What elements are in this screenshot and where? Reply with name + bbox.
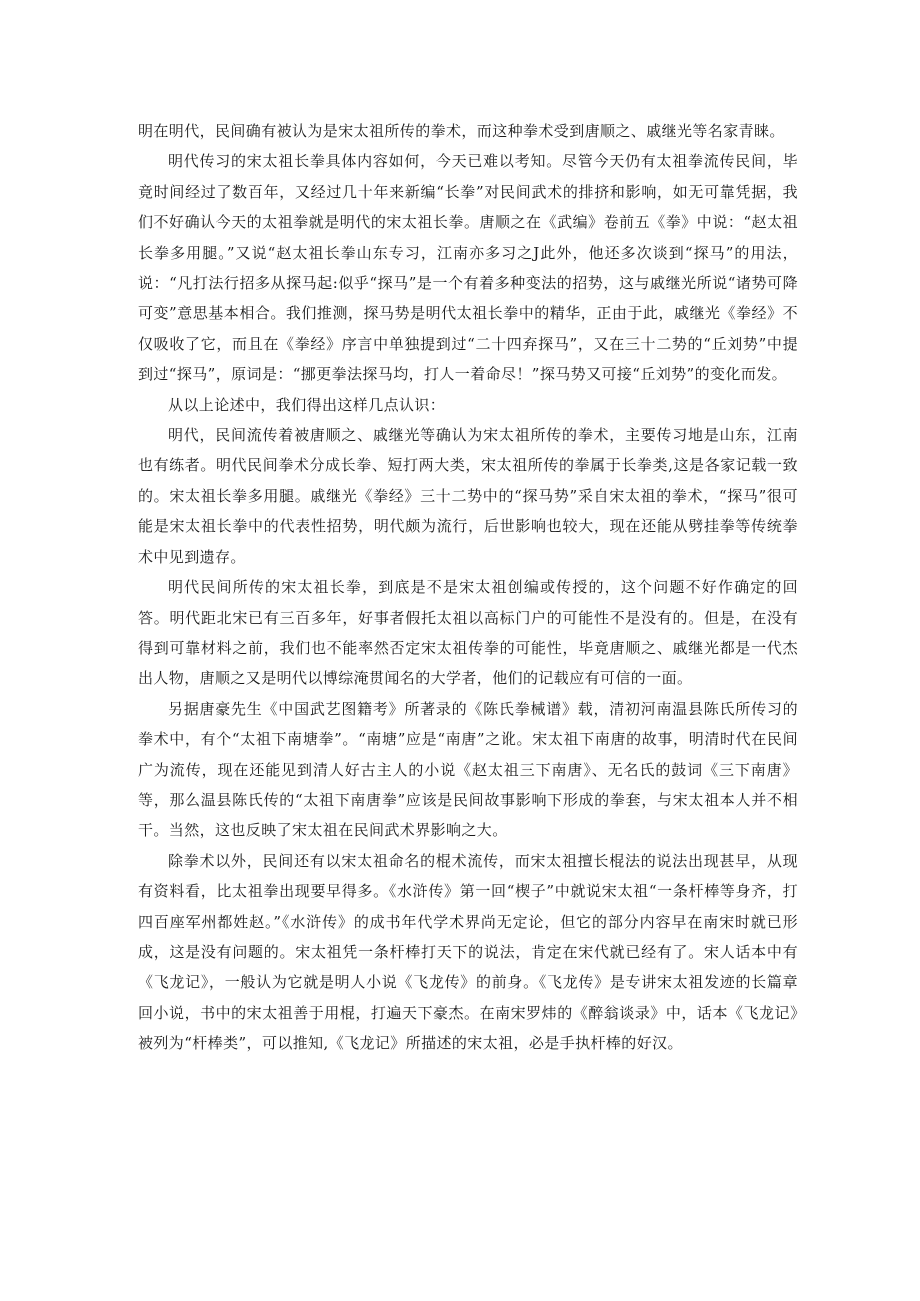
paragraph-5: 明代民间所传的宋太祖长拳，到底是不是宋太祖创编或传授的，这个问题不好作确定的回答。明代距北宋已有三百多年，好事者假托太祖以高标门户的可能性不是没有的。但是，在没有得到可靠材料之前，我们也不能率然否定宋太祖传拳的可能性，毕竟唐顺之、戚继光都是一代杰出人物，唐顺之又是明代以博综淹贯闻名的大学者，他们的记载应有可信的一面。 bbox=[138, 578, 798, 688]
paragraph-6: 另据唐豪先生《中国武艺图籍考》所著录的《陈氏拳械谱》载，清初河南温县陈氏所传习的拳术中，有个“太祖下南塘拳”。“南塘”应是“南唐”之讹。宋太祖下南唐的故事，明清时代在民间广为流传，现在还能见到清人好古主人的小说《赵太祖三下南唐》、无名氏的鼓词《三下南唐》等，那么温县陈氏传的“太祖下南唐拳”应该是民间故事影响下形成的拳套，与宋太祖本人并不相干。当然，这也反映了宋太祖在民间武术界影响之大。 bbox=[138, 699, 798, 840]
paragraph-4: 明代，民间流传着被唐顺之、戚继光等确认为宋太祖所传的拳术，主要传习地是山东，江南也有练者。明代民间拳术分成长拳、短打两大类，宋太祖所传的拳属于长拳类,这是各家记载一致的。宋太祖长拳多用腿。戚继光《拳经》三十二势中的“探马势”采自宋太祖的拳术，“探马”很可能是宋太祖长拳中的代表性招势，明代颇为流行，后世影响也较大，现在还能从劈挂拳等传统拳术中见到遗存。 bbox=[138, 426, 798, 566]
paragraph-3: 从以上论述中，我们得出这样几点认识： bbox=[168, 395, 446, 414]
paragraph-1: 明在明代，民间确有被认为是宋太祖所传的拳术，而这种拳术受到唐顺之、戚继光等名家青睐。 bbox=[138, 122, 785, 140]
document-body bbox=[138, 116, 798, 1059]
paragraph-2: 明代传习的宋太祖长拳具体内容如何，今天已难以考知。尽管今天仍有太祖拳流传民间，毕竟时间经过了数百年，又经过几十年来新编“长拳”对民间武术的排挤和影响，如无可靠凭据，我们不好确认今天的太祖拳就是明代的宋太祖长拳。唐顺之在《武编》卷前五《拳》中说：“赵太祖长拳多用腿。”又说“赵太祖长拳山东专习，江南亦多习之J此外，他还多次谈到“探马”的用法，说：“凡打法行招多从探马起:似乎“探马”是一个有着多种变法的招势，这与戚继光所说“诸势可降可变”意思基本相合。我们推测，探马势是明代太祖长拳中的精华，正由于此，戚继光《拳经》不仅吸收了它，而且在《拳经》序言中单独提到过“二十四弃探马”，又在三十二势的“丘刘势”中提到过“探马”，原词是：“挪更拳法探马均，打人一着命尽！”探马势又可接“丘刘势”的变化而发。 bbox=[138, 152, 798, 384]
paragraph-7: 除拳术以外，民间还有以宋太祖命名的棍术流传，而宋太祖擅长棍法的说法出现甚早，从现有资料看，比太祖拳出现要早得多。《水浒传》第一回“楔子”中就说宋太祖“一条杆棒等身齐，打四百座军州都姓赵。”《水浒传》的成书年代学术界尚无定论，但它的部分内容早在南宋时就已形成，这是没有问题的。宋太祖凭一条杆棒打天下的说法，肯定在宋代就已经有了。宋人话本中有《飞龙记》，一般认为它就是明人小说《飞龙传》的前身。《飞龙传》是专讲宋太祖发迹的长篇章回小说，书中的宋太祖善于用棍，打遍天下豪杰。在南宋罗炜的《醉翁谈录》中，话本《飞龙记》被列为“杆棒类”，可以推知,《飞龙记》所描述的宋太祖，必是手执杆棒的好汉。 bbox=[138, 851, 798, 1053]
